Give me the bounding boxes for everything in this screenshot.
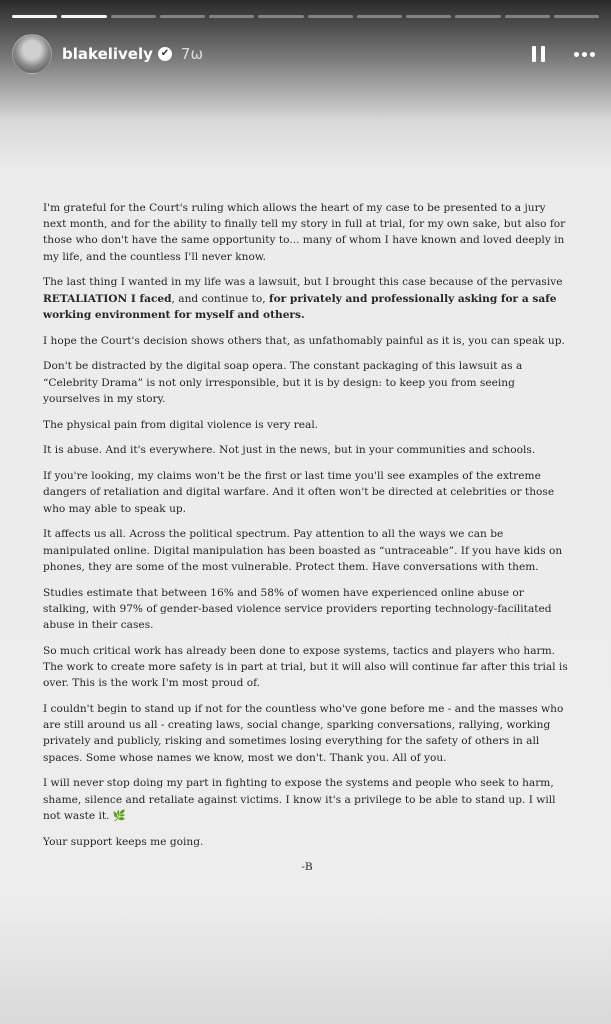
signature: -B (301, 861, 313, 874)
bold-text: RETALIATION I faced (43, 292, 172, 305)
progress-segment (357, 15, 402, 18)
paragraph-text: I will never stop doing my part in fighting to expose the systems and people who seek to harm, shame, silence and retaliate against victims. I know it's a privilege to be able to stand up. I will not waste it. (43, 777, 556, 822)
verified-badge-icon: ✔ (158, 47, 172, 61)
pause-icon[interactable] (527, 43, 549, 65)
progress-segment (160, 15, 205, 18)
more-options-icon[interactable] (571, 43, 597, 65)
paragraph: It is abuse. And it's everywhere. Not just in the news, but in your communities and schools. (43, 444, 536, 457)
paragraph: The physical pain from digital violence is very real. (43, 418, 319, 431)
progress-segment (209, 15, 254, 18)
paragraph: I couldn't begin to stand up if not for the countless who've gone before me - and the masses who are still around us all - creating laws, social change, sparking conversations, rallying, working privately and publicly, risking and sometimes losing everything for the safety of others in all spaces. Some whose names we know, most we don't. Thank you. All of you. (43, 703, 564, 764)
progress-segment (12, 15, 57, 18)
paragraph: I hope the Court's decision shows others that, as unfathomably painful as it is, you can speak up. (43, 334, 565, 347)
progress-segment (406, 15, 451, 18)
paragraph: I'm grateful for the Court's ruling which allows the heart of my case to be presented to a jury next month, and for the ability to finally tell my story in full at trial, for my own sake, but also for those who don't have the same opportunity to... many of whom I have known and loved deeply in my life, and the countless I'll never know. (43, 202, 566, 263)
paragraph: It affects us all. Across the political spectrum. Pay attention to all the ways we can be manipulated online. Digital manipulation has been boasted as “untraceable”. If you have kids on phones, they are some of the most vulnerable. Protect them. Have conversations with them. (43, 528, 563, 573)
paragraph (43, 775, 571, 824)
progress-segment (61, 15, 106, 18)
paragraph: Your support keeps me going. (43, 835, 204, 848)
paragraph: If you're looking, my claims won't be the first or last time you'll see examples of the extreme dangers of retaliation and digital warfare. And it often won't be directed at celebrities or those who may able to speak up. (43, 470, 555, 515)
progress-segment (455, 15, 500, 18)
story-header (12, 34, 597, 74)
story-progress-bar (12, 15, 599, 18)
bold-text: for privately and professionally asking for a safe working environment for myself and others. (43, 292, 557, 321)
avatar[interactable] (12, 34, 52, 74)
progress-segment (308, 15, 353, 18)
progress-segment (554, 15, 599, 18)
paragraph: Don't be distracted by the digital soap opera. The constant packaging of this lawsuit as a “Celebrity Drama” is not only irresponsible, but it is by design: to keep you from seeing yourselves in my story. (43, 360, 523, 405)
progress-segment (258, 15, 303, 18)
paragraph (43, 274, 571, 323)
statement-letter (43, 200, 571, 876)
paragraph: So much critical work has already been done to expose systems, tactics and players who harm. The work to create more safety is in part at trial, but it will also will continue far after this trial is over. This is the work I'm most proud of. (43, 644, 568, 690)
paragraph-text: The last thing I wanted in my life was a lawsuit, but I brought this case because of the pervasive (43, 276, 563, 289)
progress-segment (505, 15, 550, 18)
progress-segment (111, 15, 156, 18)
paragraph: Studies estimate that between 16% and 58% of women have experienced online abuse or stalking, with 97% of gender-based violence service providers reporting technology-facilitated abuse in their cases. (43, 586, 552, 632)
username[interactable]: blakelively (62, 45, 153, 63)
post-time: 7ω (180, 45, 204, 63)
paragraph-text: , and continue to, (171, 292, 270, 305)
leaf-icon: 🌿 (112, 809, 127, 822)
